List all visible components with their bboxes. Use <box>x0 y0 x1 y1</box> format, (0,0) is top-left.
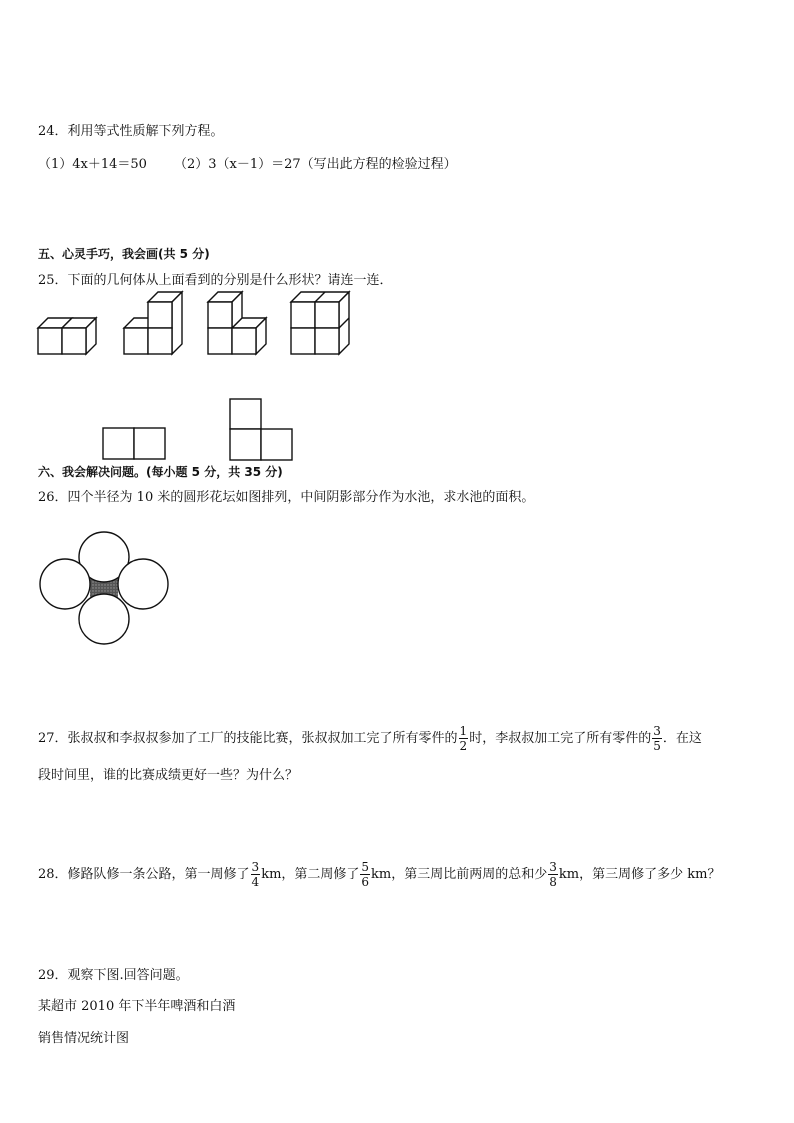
solid-1 <box>38 318 96 354</box>
q28-prefix: 28．修路队修一条公路，第一周修了 <box>38 867 250 882</box>
q28-unit-2: km，第三周比前两周的总和少 <box>371 867 548 882</box>
solid-4 <box>291 292 349 354</box>
circle-right <box>118 559 168 609</box>
solid-3 <box>208 292 266 354</box>
q27-fraction-1: $\frac{1}{2}$ <box>459 724 468 753</box>
circle-left <box>40 559 90 609</box>
q26-text: 26．四个半径为 10 米的圆形花坛如图排列，中间阴影部分作为水池，求水池的面积。 <box>38 490 535 505</box>
q25-solids-figure <box>36 290 356 356</box>
q29-chart-title-2: 销售情况统计图 <box>38 1031 130 1046</box>
q27-middle: 时，李叔叔加工完了所有零件的 <box>469 731 652 746</box>
q27-suffix: ．在这 <box>662 731 702 746</box>
q28-unit-1: km，第二周修了 <box>261 867 360 882</box>
q28-fraction-2: $\frac{5}{6}$ <box>361 860 370 889</box>
q24-title: 24．利用等式性质解下列方程。 <box>38 124 224 139</box>
q28-unit-3: km，第三周修了多少 km？ <box>558 867 721 882</box>
q28-fraction-3: $\frac{3}{8}$ <box>549 860 557 889</box>
q24-part2: （2）3（x－1）＝27（写出此方程的检验过程） <box>174 157 457 172</box>
solid-2 <box>124 292 182 354</box>
q26-circles-figure <box>38 530 170 648</box>
q25-view-l-shape <box>229 398 293 462</box>
q28-line <box>38 860 720 889</box>
q28-fraction-1: $\frac{3}{4}$ <box>251 860 260 889</box>
q27-line2: 段时间里，谁的比赛成绩更好一些？为什么？ <box>38 768 299 783</box>
q27-prefix: 27．张叔叔和李叔叔参加了工厂的技能比赛，张叔叔加工完了所有零件的 <box>38 731 458 746</box>
q29-chart-title-1: 某超市 2010 年下半年啤酒和白酒 <box>38 999 236 1014</box>
q24-part1: （1）4x＋14＝50 <box>38 157 147 172</box>
circle-bottom <box>79 594 129 644</box>
q27-line1 <box>38 724 702 753</box>
section6-heading: 六、我会解决问题。(每小题 5 分，共 35 分) <box>38 465 283 479</box>
q25-text: 25．下面的几何体从上面看到的分别是什么形状？请连一连． <box>38 273 393 288</box>
q27-fraction-2: $\frac{3}{5}$ <box>653 724 661 753</box>
section5-heading: 五、心灵手巧，我会画(共 5 分) <box>38 247 210 261</box>
q25-view-two-squares <box>102 427 166 461</box>
q29-text: 29．观察下图.回答问题。 <box>38 968 189 983</box>
